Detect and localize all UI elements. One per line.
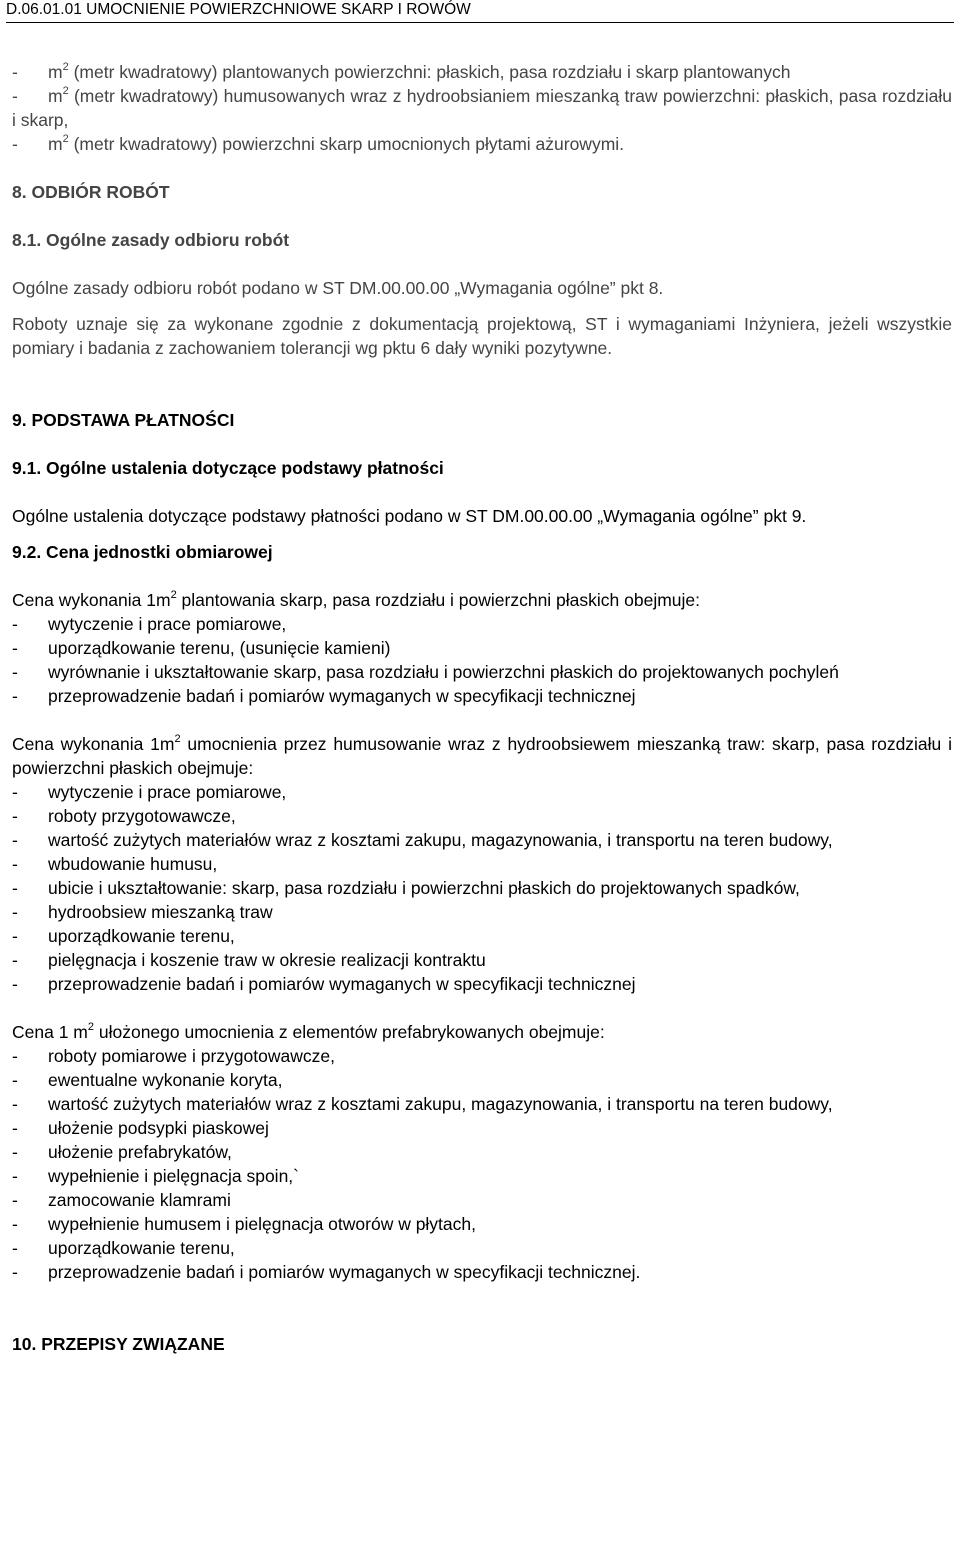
list-item: [12, 948, 952, 972]
section-heading: 9. PODSTAWA PŁATNOŚCI: [12, 410, 235, 430]
bullet-dash: -: [12, 926, 18, 946]
bullet-dash: -: [12, 134, 18, 154]
list-item-text: pielęgnacja i koszenie traw w okresie realizacji kontraktu: [48, 950, 486, 970]
list-item: [12, 612, 952, 636]
list-item: [12, 924, 952, 948]
price-blocks: [12, 588, 952, 1284]
list-item: - $m^2$ (metr kwadratowy) plantowanych powierzchni: płaskich, pasa rozdziału i skarp plantowanych: [12, 61, 791, 82]
list-item-text: hydroobsiew mieszanką traw: [48, 902, 273, 922]
bullet-dash: -: [12, 1046, 18, 1066]
list-item: [12, 636, 952, 660]
list-item: [12, 780, 952, 804]
bullet-dash: -: [12, 974, 18, 994]
list-item: - $m^2$ (metr kwadratowy) powierzchni skarp umocnionych płytami ażurowymi.: [12, 133, 625, 154]
list-item-text: wypełnienie humusem i pielęgnacja otworów w płytach,: [48, 1214, 476, 1234]
list-item-text: wbudowanie humusu,: [48, 854, 218, 874]
list-item: [12, 1236, 952, 1260]
bullet-dash: -: [12, 1238, 18, 1258]
list-item-text: ewentualne wykonanie koryta,: [48, 1070, 283, 1090]
list-item-text: uporządkowanie terenu, (usunięcie kamieni): [48, 638, 391, 658]
price-block: [12, 588, 952, 708]
list-item-text: wartość zużytych materiałów wraz z kosztami zakupu, magazynowania, i transportu na teren budowy,: [48, 1094, 833, 1114]
list-item-text: uporządkowanie terenu,: [48, 926, 235, 946]
paragraph: Ogólne ustalenia dotyczące podstawy płatności podano w ST DM.00.00.00 „Wymagania ogólne” pkt 9.: [12, 506, 807, 526]
bullet-dash: -: [12, 638, 18, 658]
list-item-text: przeprowadzenie badań i pomiarów wymaganych w specyfikacji technicznej: [48, 974, 636, 994]
section-heading: 8. ODBIÓR ROBÓT: [12, 182, 170, 202]
price-block-intro: Cena wykonania $1m^2$ umocnienia przez humusowanie wraz z hydroobsiewem mieszanką traw: skarp, pasa rozdziału i powierzchni płaskich obejmuje:: [12, 733, 952, 778]
list-item: [12, 1164, 952, 1188]
list-item-text: ubicie i ukształtowanie: skarp, pasa rozdziału i powierzchni płaskich do projektowanych spadków,: [48, 878, 800, 898]
section-heading: 10. PRZEPISY ZWIĄZANE: [12, 1334, 225, 1354]
bullet-dash: -: [12, 782, 18, 802]
list-item: [12, 1092, 952, 1116]
list-item-text: roboty przygotowawcze,: [48, 806, 236, 826]
list-item: [12, 1116, 952, 1140]
bullet-dash: -: [12, 1214, 18, 1234]
running-header: D.06.01.01 UMOCNIENIE POWIERZCHNIOWE SKARP I ROWÓW: [6, 0, 954, 23]
price-block-intro: Cena wykonania $1m^2$ plantowania skarp, pasa rozdziału i powierzchni płaskich obejmuje:: [12, 589, 701, 610]
list-item-text: roboty pomiarowe i przygotowawcze,: [48, 1046, 335, 1066]
list-item: [12, 876, 952, 900]
list-item-text: wyrównanie i ukształtowanie skarp, pasa rozdziału i powierzchni płaskich do projektowanych pochyleń: [48, 662, 839, 682]
list-item: [12, 828, 952, 852]
list-item-text: wartość zużytych materiałów wraz z kosztami zakupu, magazynowania, i transportu na teren budowy,: [48, 830, 833, 850]
list-item: [12, 1044, 952, 1068]
bullet-dash: -: [12, 1166, 18, 1186]
bullet-dash: -: [12, 854, 18, 874]
units-list: [12, 60, 952, 156]
list-item-text: zamocowanie klamrami: [48, 1190, 231, 1210]
subsection-heading: 9.2. Cena jednostki obmiarowej: [12, 542, 273, 562]
bullet-dash: -: [12, 686, 18, 706]
list-item-text: przeprowadzenie badań i pomiarów wymaganych w specyfikacji technicznej: [48, 686, 636, 706]
list-item-text: wytyczenie i prace pomiarowe,: [48, 614, 287, 634]
list-item: [12, 1212, 952, 1236]
price-block: [12, 1020, 952, 1284]
price-block-intro: Cena 1 $m^2$ ułożonego umocnienia z elementów prefabrykowanych obejmuje:: [12, 1021, 605, 1042]
list-item-text: przeprowadzenie badań i pomiarów wymaganych w specyfikacji technicznej.: [48, 1262, 641, 1282]
bullet-dash: -: [12, 830, 18, 850]
subsection-heading: 8.1. Ogólne zasady odbioru robót: [12, 230, 290, 250]
list-item: [12, 660, 952, 684]
list-item-text: uporządkowanie terenu,: [48, 1238, 235, 1258]
bullet-dash: -: [12, 878, 18, 898]
bullet-dash: -: [12, 806, 18, 826]
bullet-dash: -: [12, 1118, 18, 1138]
list-item: [12, 1260, 952, 1284]
bullet-dash: -: [12, 1094, 18, 1114]
bullet-dash: -: [12, 1142, 18, 1162]
bullet-dash: -: [12, 950, 18, 970]
bullet-dash: -: [12, 62, 18, 82]
list-item: [12, 684, 952, 708]
bullet-dash: -: [12, 1262, 18, 1282]
subsection-heading: 9.1. Ogólne ustalenia dotyczące podstawy płatności: [12, 458, 444, 478]
paragraph: Roboty uznaje się za wykonane zgodnie z dokumentacją projektową, ST i wymaganiami Inżyniera, jeżeli wszystkie pomiary i badania z zachowaniem tolerancji wg pktu 6 dały wyniki pozytywne.: [12, 314, 952, 358]
list-item: [12, 900, 952, 924]
list-item-text: ułożenie podsypki piaskowej: [48, 1118, 269, 1138]
paragraph: Ogólne zasady odbioru robót podano w ST DM.00.00.00 „Wymagania ogólne” pkt 8.: [12, 278, 664, 298]
document-body: [12, 60, 952, 1356]
list-item: - $m^2$ (metr kwadratowy) humusowanych wraz z hydroobsianiem mieszanką traw powierzchni: płaskich, pasa rozdziału i skarp,: [12, 85, 952, 130]
list-item-text: wypełnienie i pielęgnacja spoin,`: [48, 1166, 299, 1186]
bullet-dash: -: [12, 662, 18, 682]
bullet-dash: -: [12, 614, 18, 634]
list-item: [12, 852, 952, 876]
list-item-text: ułożenie prefabrykatów,: [48, 1142, 232, 1162]
list-item: [12, 1188, 952, 1212]
bullet-dash: -: [12, 1190, 18, 1210]
list-item: [12, 804, 952, 828]
list-item: [12, 972, 952, 996]
list-item: [12, 1140, 952, 1164]
bullet-dash: -: [12, 1070, 18, 1090]
list-item-text: wytyczenie i prace pomiarowe,: [48, 782, 287, 802]
list-item: [12, 1068, 952, 1092]
bullet-dash: -: [12, 902, 18, 922]
bullet-dash: -: [12, 86, 18, 106]
price-block: [12, 732, 952, 996]
